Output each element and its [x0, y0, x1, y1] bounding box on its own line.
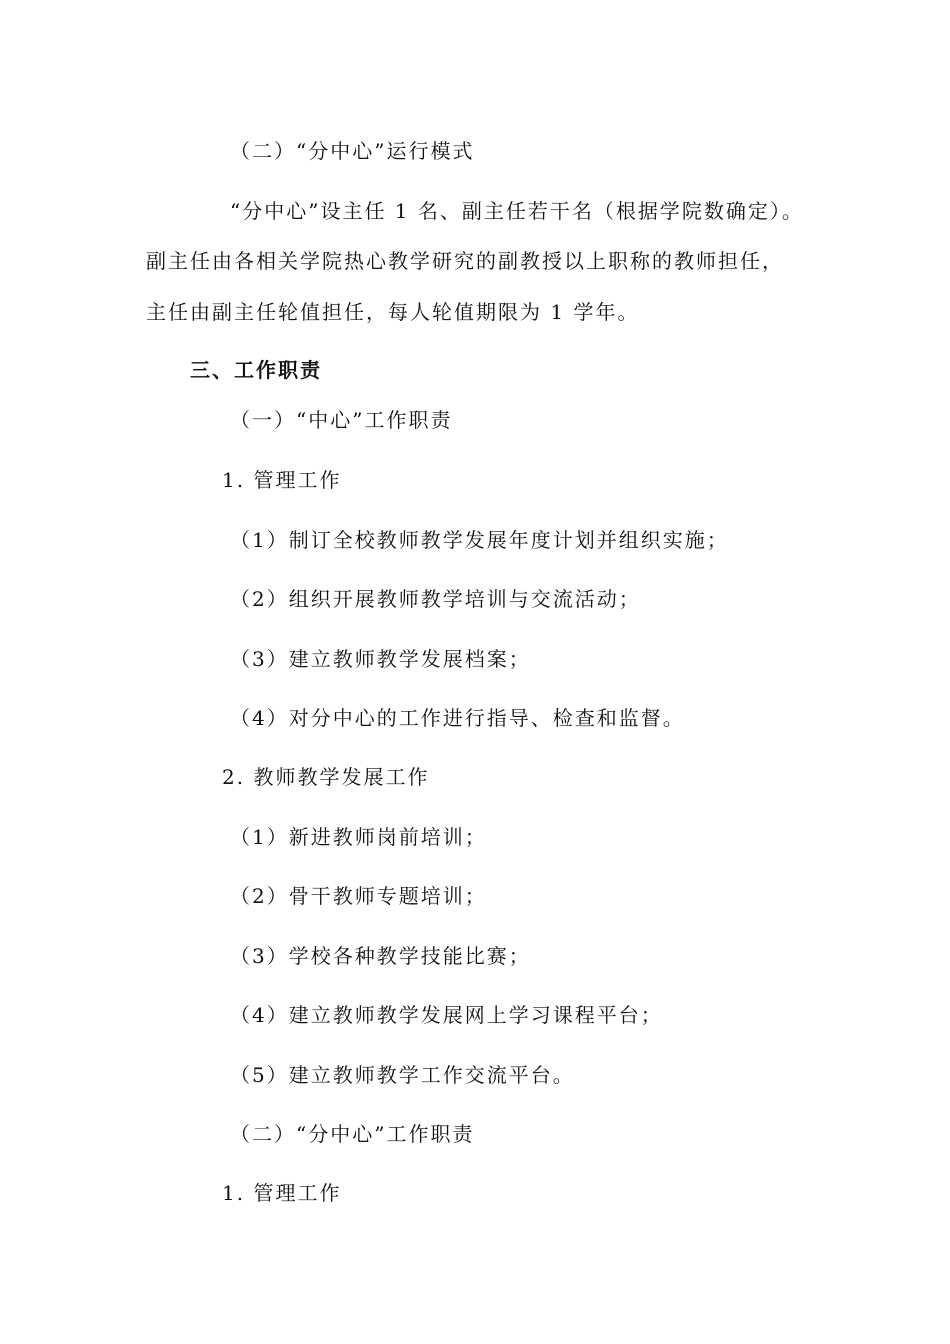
list-item: （4）对分中心的工作进行指导、检查和监督。 [230, 706, 685, 730]
subsection-heading-center-duties: （一）“中心”工作职责 [230, 408, 453, 432]
list-item: （2）组织开展教师教学培训与交流活动； [230, 587, 641, 611]
list-item: （4）建立教师教学发展网上学习课程平台； [230, 1003, 663, 1027]
list-item: （5）建立教师教学工作交流平台。 [230, 1063, 575, 1087]
item-heading-teacher-development: 2. 教师教学发展工作 [222, 765, 430, 789]
list-item: （3）学校各种教学技能比赛； [230, 944, 531, 968]
list-item: （1）新进教师岗前培训； [230, 825, 487, 849]
list-item: （3）建立教师教学发展档案； [230, 647, 531, 671]
subsection-heading-fenzhongxin-duties: （二）“分中心”工作职责 [230, 1122, 475, 1146]
subsection-heading-fenzhongxin-mode: （二）“分中心”运行模式 [230, 139, 475, 163]
paragraph-line-2: 副主任由各相关学院热心教学研究的副教授以上职称的教师担任， [146, 249, 784, 273]
section-heading-duties: 三、工作职责 [190, 358, 322, 382]
paragraph-line-1: “分中心”设主任 1 名、副主任若干名（根据学院数确定）。 [230, 199, 804, 223]
paragraph-line-3: 主任由副主任轮值担任，每人轮值期限为 1 学年。 [146, 300, 640, 324]
list-item: （2）骨干教师专题培训； [230, 884, 487, 908]
item-heading-management: 1. 管理工作 [222, 468, 342, 492]
list-item: （1）制订全校教师教学发展年度计划并组织实施； [230, 528, 729, 552]
item-heading-management-2: 1. 管理工作 [222, 1181, 342, 1205]
